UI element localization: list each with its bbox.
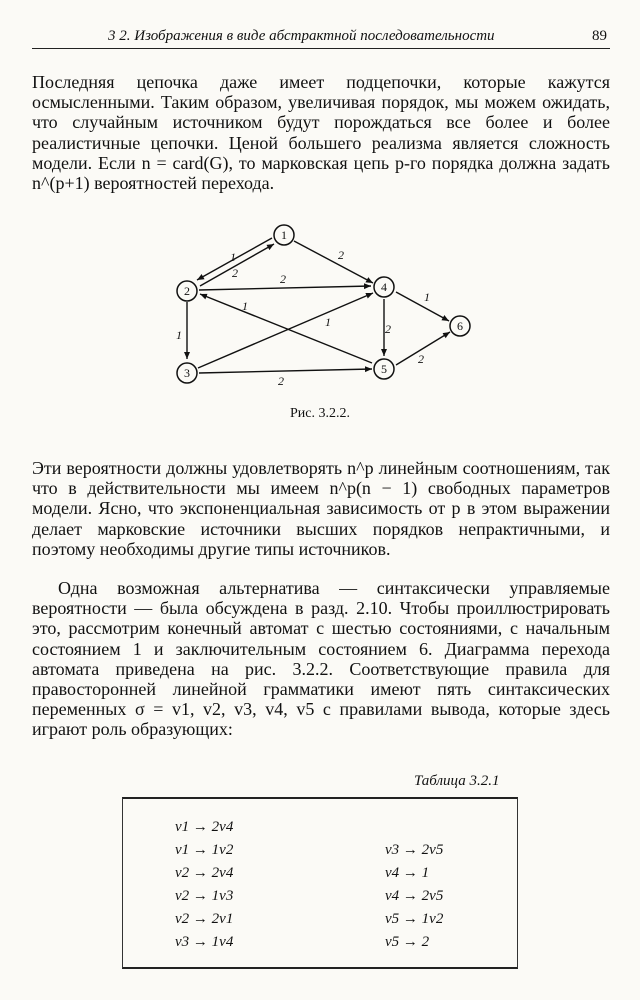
rule-item: v3 → 1v4 — [175, 934, 234, 950]
edge-label: 1 — [325, 315, 331, 329]
rule-item: v4 → 2v5 — [385, 888, 444, 904]
rule-item: v1 → 2v4 — [175, 819, 234, 835]
node-label-2: 2 — [184, 284, 190, 298]
edge-label: 1 — [424, 290, 430, 304]
page-number: 89 — [592, 28, 607, 44]
edge-label: 2 — [418, 352, 424, 366]
rule-item: v4 → 1 — [385, 865, 430, 881]
rule-item: v1 → 1v2 — [175, 842, 234, 858]
rule-item: v3 → 2v5 — [385, 842, 444, 858]
header-rule — [32, 48, 610, 49]
node-label-4: 4 — [381, 280, 387, 294]
edge-3-5 — [199, 369, 372, 373]
running-header — [0, 0, 640, 52]
edge-label: 2 — [278, 374, 284, 388]
figure-caption: Рис. 3.2.2. — [290, 406, 350, 421]
header-title: 3 2. Изображения в виде абстрактной последовательности — [108, 28, 495, 44]
node-label-1: 1 — [281, 228, 287, 242]
table-caption: Таблица 3.2.1 — [414, 773, 500, 789]
edge-label: 2 — [385, 322, 391, 336]
edge-label: 1 — [176, 328, 182, 342]
paragraph-1: Последняя цепочка даже имеет подцепочки, которые кажутся осмысленными. Таким образом, увеличивая порядок, мы можем ожидать, что случайным источником будут порождаться все более и более реалистичные цепочки. Ценой большего реализма является сложность модели. Если n = card(G), то марковская цепь p-го порядка должна задать n^(p+1) вероятностей перехода. — [32, 72, 610, 194]
node-label-6: 6 — [457, 319, 463, 333]
node-label-5: 5 — [381, 362, 387, 376]
edge-label: 2 — [280, 272, 286, 286]
paragraph-2: Эти вероятности должны удовлетворять n^p линейным соотношениям, так что в действительности мы имеем n^p(n − 1) свободных параметров модели. Ясно, что экспоненциальная зависимость от p в этом выражении делает марковские источники высших порядков непрактичными, и поэтому необходимы другие типы источников. — [32, 458, 610, 559]
rule-item: v2 → 2v1 — [175, 911, 234, 927]
rule-item: v5 → 2 — [385, 934, 430, 950]
node-label-3: 3 — [184, 366, 190, 380]
edge-label: 2 — [232, 266, 238, 280]
edge-label: 1 — [242, 299, 248, 313]
edge-1-4 — [294, 241, 373, 283]
rule-item: v2 → 2v4 — [175, 865, 234, 881]
edge-4-6 — [396, 292, 449, 321]
paragraph-3: Одна возможная альтернатива — синтаксически управляемые вероятности — была обсуждена в разд. 2.10. Чтобы проиллюстрировать это, рассмотрим конечный автомат с шестью состояниями, с начальным состоянием 1 и заключительным состоянием 6. Диаграмма перехода автомата приведена на рис. 3.2.2. Соответствующие правила для правосторонней линейной грамматики имеют пять синтаксических переменных σ = v1, v2, v3, v4, v5 с правилами вывода, которые здесь играют роль образующих: — [32, 578, 610, 740]
diagram-svg — [160, 215, 480, 395]
rule-item: v5 → 1v2 — [385, 911, 444, 927]
rule-item: v2 → 1v3 — [175, 888, 234, 904]
production-rules-table — [122, 797, 518, 969]
transition-diagram — [160, 215, 480, 395]
edge-label: 2 — [338, 248, 344, 262]
edge-label: 1 — [230, 250, 236, 264]
edge-2-4 — [199, 286, 371, 290]
